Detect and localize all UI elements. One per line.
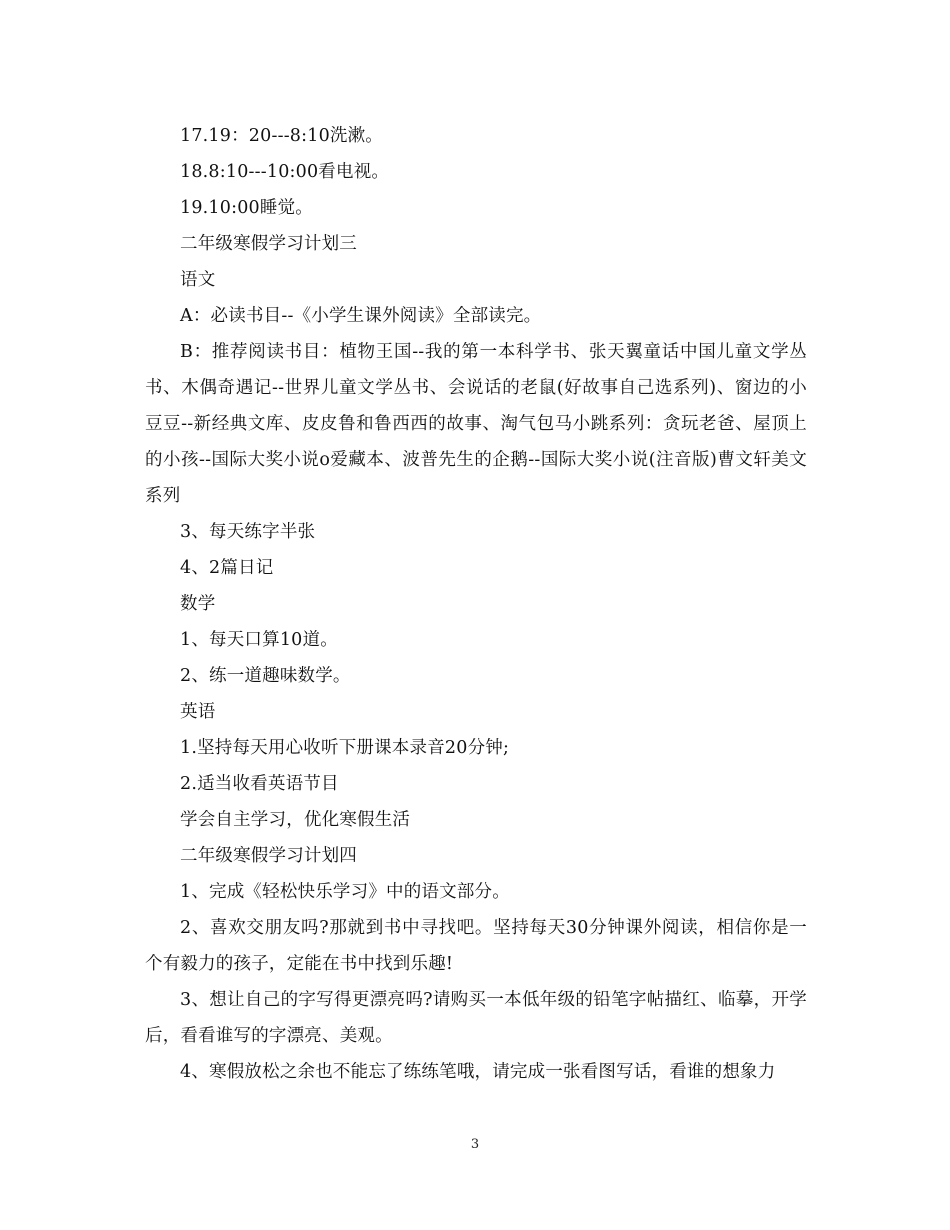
paragraph-recommended-reading: B：推荐阅读书目：植物王国--我的第一本科学书、张天翼童话中国儿童文学丛书、木偶奇遇记--世界儿童文学丛书、会说话的老鼠(好故事自己选系列)、窗边的小豆豆--新经典文库、皮皮鲁和鲁西西的故事、淘气包马小跳系列：贪玩老爸、屋顶上的小孩--国际大奖小说o爱藏本、波普先生的企鹅--国际大奖小说(注音版)曹文轩美文系列 — [145, 342, 807, 506]
paragraph-english-programs: 2.适当收看英语节目 — [180, 774, 339, 794]
paragraph-fun-math: 2、练一道趣味数学。 — [180, 666, 351, 686]
paragraph-required-reading: A：必读书目--《小学生课外阅读》全部读完。 — [180, 306, 542, 326]
paragraph-schedule-19: 19.10:00睡觉。 — [180, 198, 313, 218]
section-heading-plan-three: 二年级寒假学习计划三 — [180, 234, 357, 254]
paragraph-schedule-17: 17.19：20---8:10洗漱。 — [180, 126, 384, 146]
paragraph-task-3: 3、想让自己的字写得更漂亮吗?请购买一本低年级的铅笔字帖描红、临摹，开学后，看看谁写的字漂亮、美观。 — [145, 990, 807, 1046]
paragraph-task-4: 4、寒假放松之余也不能忘了练练笔哦，请完成一张看图写话，看谁的想象力 — [180, 1062, 776, 1082]
paragraph-task-2: 2、喜欢交朋友吗?那就到书中寻找吧。坚持每天30分钟课外阅读，相信你是一个有毅力的孩子，定能在书中找到乐趣! — [145, 918, 807, 974]
subject-heading-chinese: 语文 — [180, 270, 216, 290]
paragraph-mental-arithmetic: 1、每天口算10道。 — [180, 630, 338, 650]
paragraph-self-study: 学会自主学习，优化寒假生活 — [180, 810, 411, 830]
paragraph-schedule-18: 18.8:10---10:00看电视。 — [180, 162, 390, 182]
document-body — [145, 118, 807, 1090]
paragraph-diary: 4、2篇日记 — [180, 558, 274, 578]
section-heading-plan-four: 二年级寒假学习计划四 — [180, 846, 357, 866]
page-number: 3 — [470, 1137, 480, 1152]
paragraph-task-1: 1、完成《轻松快乐学习》中的语文部分。 — [180, 882, 510, 902]
subject-heading-math: 数学 — [180, 594, 216, 614]
paragraph-handwriting-practice: 3、每天练字半张 — [180, 522, 316, 542]
subject-heading-english: 英语 — [180, 702, 216, 722]
paragraph-listening: 1.坚持每天用心收听下册课本录音20分钟; — [180, 738, 510, 758]
